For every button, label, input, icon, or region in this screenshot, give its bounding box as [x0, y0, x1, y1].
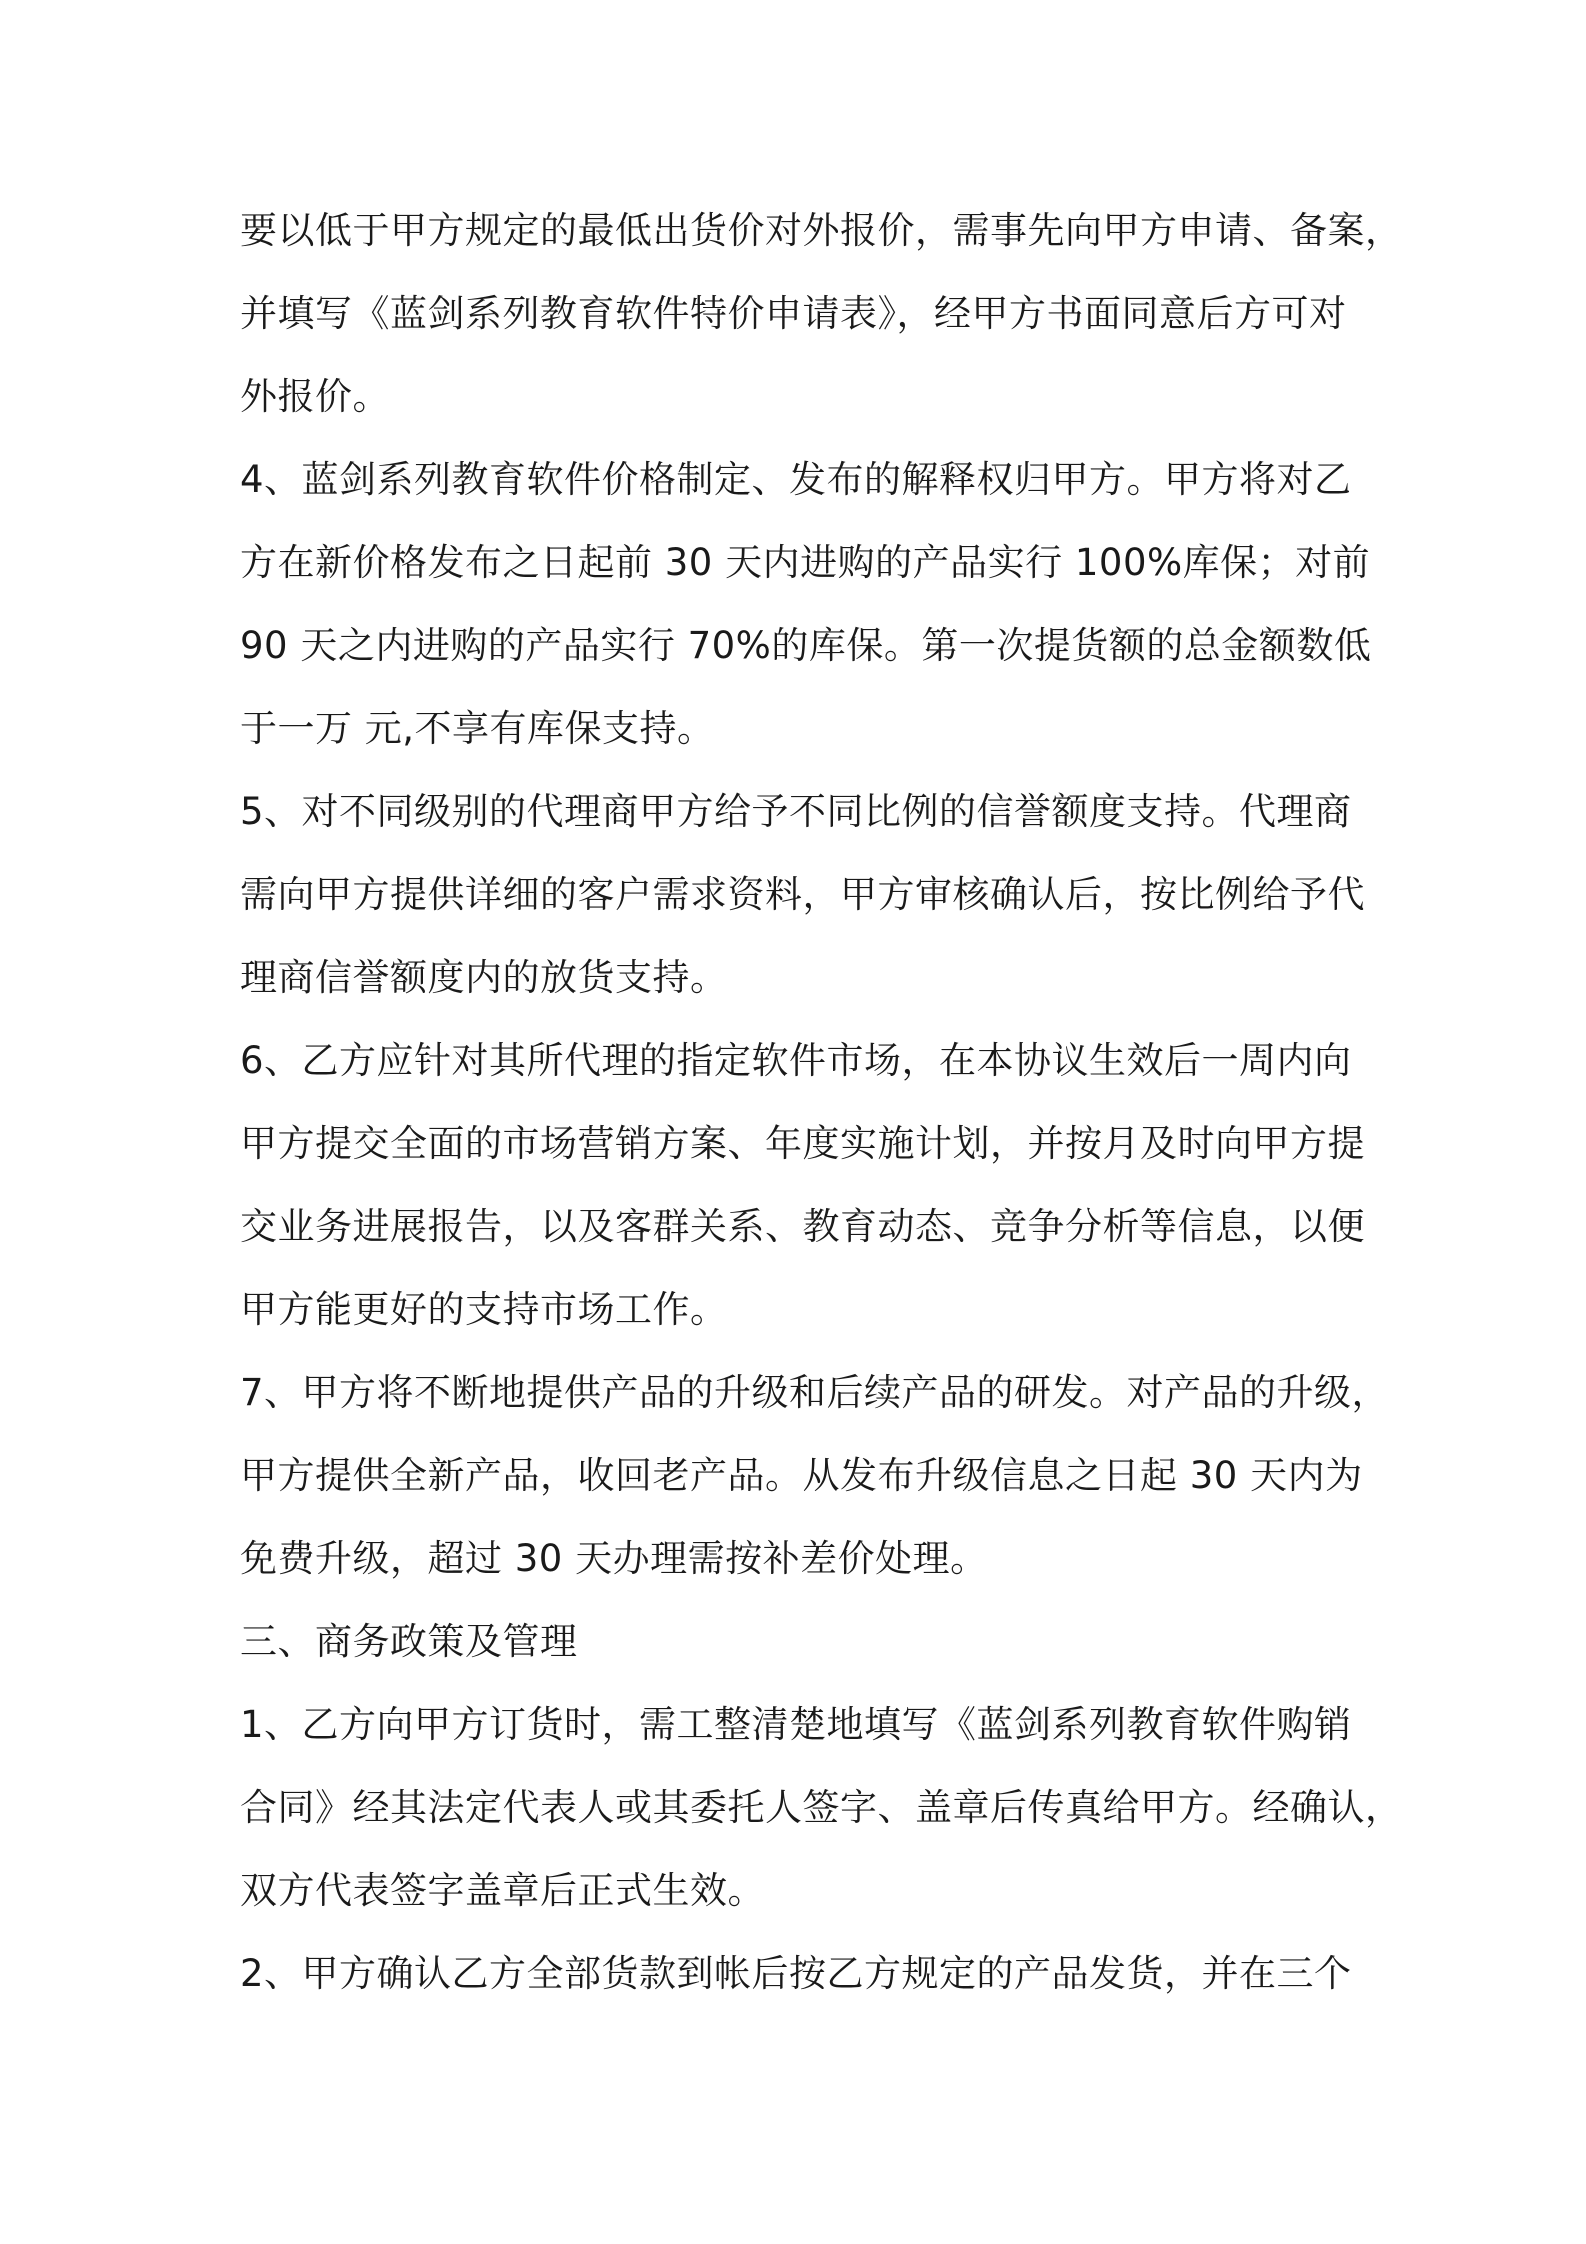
- section-heading: 三、商务政策及管理: [240, 1620, 578, 1663]
- body-text-line: 免费升级，超过 30 天办理需按补差价处理。: [240, 1537, 988, 1580]
- body-text-line: 甲方提供全新产品，收回老产品。从发布升级信息之日起 30 天内为: [240, 1454, 1363, 1497]
- body-text-line: 需向甲方提供详细的客户需求资料，甲方审核确认后，按比例给予代: [240, 873, 1365, 916]
- body-text-line: 要以低于甲方规定的最低出货价对外报价，需事先向甲方申请、备案，: [240, 209, 1403, 252]
- body-text-line: 甲方能更好的支持市场工作。: [240, 1288, 728, 1331]
- body-text-line: 1、乙方向甲方订货时，需工整清楚地填写《蓝剑系列教育软件购销: [240, 1703, 1352, 1746]
- body-text-line: 交业务进展报告，以及客群关系、教育动态、竞争分析等信息，以便: [240, 1205, 1365, 1248]
- body-text-line: 于一万 元,不享有库保支持。: [240, 707, 715, 750]
- body-text-line: 7、甲方将不断地提供产品的升级和后续产品的研发。对产品的升级，: [240, 1371, 1390, 1414]
- body-text-line: 90 天之内进购的产品实行 70%的库保。第一次提货额的总金额数低: [240, 624, 1372, 667]
- body-text-line: 双方代表签字盖章后正式生效。: [240, 1869, 765, 1912]
- body-text-line: 5、对不同级别的代理商甲方给予不同比例的信誉额度支持。代理商: [240, 790, 1352, 833]
- body-text-line: 并填写《蓝剑系列教育软件特价申请表》，经甲方书面同意后方可对: [240, 292, 1347, 335]
- body-text-line: 甲方提交全面的市场营销方案、年度实施计划，并按月及时向甲方提: [240, 1122, 1365, 1165]
- body-text-line: 4、蓝剑系列教育软件价格制定、发布的解释权归甲方。甲方将对乙: [240, 458, 1352, 501]
- body-text-line: 2、甲方确认乙方全部货款到帐后按乙方规定的产品发货，并在三个: [240, 1952, 1352, 1995]
- body-text-line: 合同》经其法定代表人或其委托人签字、盖章后传真给甲方。经确认，: [240, 1786, 1403, 1829]
- body-text-line: 理商信誉额度内的放货支持。: [240, 956, 728, 999]
- body-text-line: 6、乙方应针对其所代理的指定软件市场，在本协议生效后一周内向: [240, 1039, 1352, 1082]
- body-text-line: 方在新价格发布之日起前 30 天内进购的产品实行 100%库保；对前: [240, 541, 1371, 584]
- body-text-line: 外报价。: [240, 375, 390, 418]
